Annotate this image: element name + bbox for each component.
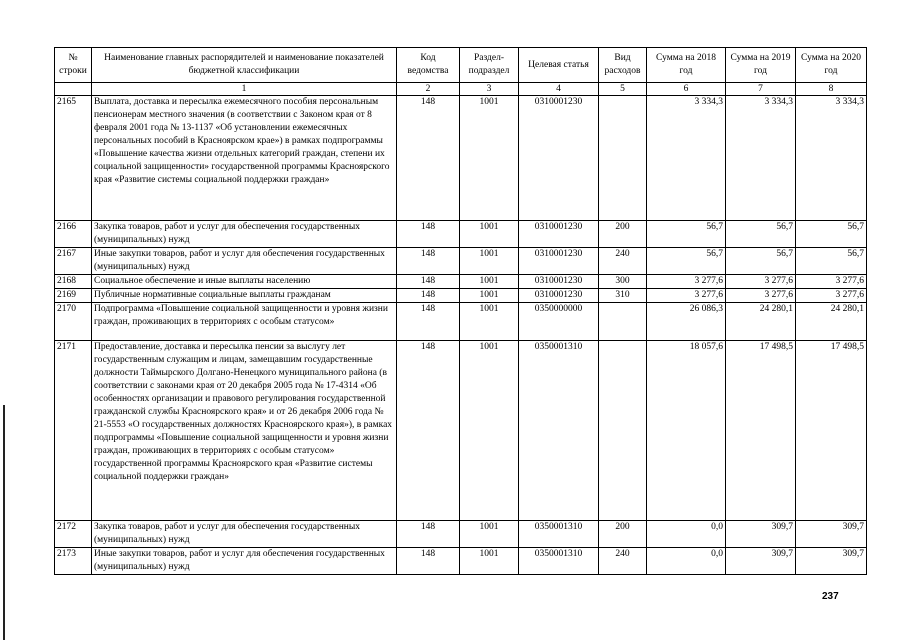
- row-section: 1001: [460, 521, 519, 548]
- row-sum-2019: 17 498,5: [726, 341, 796, 521]
- row-name: Публичные нормативные социальные выплаты гражданам: [92, 289, 397, 303]
- row-section: 1001: [460, 289, 519, 303]
- row-line-number: 2172: [55, 521, 92, 548]
- row-section: 1001: [460, 275, 519, 289]
- row-dept-code: 148: [397, 548, 460, 575]
- row-line-number: 2166: [55, 221, 92, 248]
- header-sum-2020: Сумма на 2020 год: [796, 48, 867, 83]
- column-number: 2: [397, 83, 460, 96]
- table-row: [55, 96, 867, 221]
- row-sum-2020: 309,7: [796, 548, 867, 575]
- column-number: 4: [519, 83, 599, 96]
- row-dept-code: 148: [397, 96, 460, 221]
- header-sum-2019: Сумма на 2019 год: [726, 48, 796, 83]
- header-line-number: № строки: [55, 48, 92, 83]
- column-number: 1: [92, 83, 397, 96]
- row-name: Социальное обеспечение и иные выплаты населению: [92, 275, 397, 289]
- row-name: Иные закупки товаров, работ и услуг для обеспечения государственных (муниципальных) нужд: [92, 548, 397, 575]
- row-target-article: 0350001310: [519, 548, 599, 575]
- row-target-article: 0310001230: [519, 248, 599, 275]
- row-sum-2020: 56,7: [796, 248, 867, 275]
- row-sum-2019: 3 277,6: [726, 275, 796, 289]
- column-number: 6: [647, 83, 726, 96]
- row-name: Предоставление, доставка и пересылка пенсии за выслугу лет государственным служащим и лицам, замещавшим государственные должности Таймырского Долгано-Ненецкого муниципального района (в соответствии с законами края от 20 декабря 2005 года № 17-4314 «Об особенностях организации и правового регулирования государственной гражданской службы Красноярского края» и от 26 декабря 2006 года № 21-5553 «О государственных должностях Красноярского края»), в рамках подпрограммы «Повышение социальной защищенности и уровня жизни граждан, проживающих в территориях с особым статусом» государственной программы Красноярского края «Развитие системы социальной поддержки граждан»: [92, 341, 397, 521]
- row-sum-2019: 3 334,3: [726, 96, 796, 221]
- table-row: [55, 341, 867, 521]
- header-row: [55, 48, 867, 83]
- row-sum-2019: 56,7: [726, 248, 796, 275]
- row-sum-2018: 3 334,3: [647, 96, 726, 221]
- table-row: [55, 548, 867, 575]
- row-name: Иные закупки товаров, работ и услуг для обеспечения государственных (муниципальных) нужд: [92, 248, 397, 275]
- row-section: 1001: [460, 96, 519, 221]
- row-expense-type: [599, 341, 647, 521]
- row-dept-code: 148: [397, 303, 460, 341]
- row-dept-code: 148: [397, 221, 460, 248]
- row-expense-type: 310: [599, 289, 647, 303]
- column-number: 7: [726, 83, 796, 96]
- row-expense-type: 200: [599, 521, 647, 548]
- row-line-number: 2168: [55, 275, 92, 289]
- row-sum-2020: 3 334,3: [796, 96, 867, 221]
- row-section: 1001: [460, 248, 519, 275]
- header-expense-type: Вид расходов: [599, 48, 647, 83]
- row-sum-2020: 3 277,6: [796, 289, 867, 303]
- row-dept-code: 148: [397, 341, 460, 521]
- row-sum-2019: 3 277,6: [726, 289, 796, 303]
- row-sum-2018: 26 086,3: [647, 303, 726, 341]
- row-dept-code: 148: [397, 521, 460, 548]
- row-target-article: 0310001230: [519, 96, 599, 221]
- row-sum-2019: 56,7: [726, 221, 796, 248]
- scan-edge-mark: [3, 405, 5, 640]
- row-target-article: 0350001310: [519, 341, 599, 521]
- header-sum-2018: Сумма на 2018 год: [647, 48, 726, 83]
- row-line-number: 2171: [55, 341, 92, 521]
- row-expense-type: 300: [599, 275, 647, 289]
- column-number: 8: [796, 83, 867, 96]
- row-name: Закупка товаров, работ и услуг для обеспечения государственных (муниципальных) нужд: [92, 221, 397, 248]
- row-sum-2020: 309,7: [796, 521, 867, 548]
- row-target-article: 0310001230: [519, 221, 599, 248]
- row-expense-type: [599, 96, 647, 221]
- row-sum-2020: 24 280,1: [796, 303, 867, 341]
- row-sum-2018: 3 277,6: [647, 275, 726, 289]
- row-expense-type: 240: [599, 548, 647, 575]
- row-line-number: 2169: [55, 289, 92, 303]
- page-number: 237: [822, 591, 839, 602]
- row-target-article: 0310001230: [519, 275, 599, 289]
- row-name: Подпрограмма «Повышение социальной защищенности и уровня жизни граждан, проживающих в территориях с особым статусом»: [92, 303, 397, 341]
- row-line-number: 2170: [55, 303, 92, 341]
- row-section: 1001: [460, 341, 519, 521]
- row-expense-type: [599, 303, 647, 341]
- row-sum-2018: 18 057,6: [647, 341, 726, 521]
- column-number: 3: [460, 83, 519, 96]
- row-sum-2018: 56,7: [647, 248, 726, 275]
- row-sum-2020: 56,7: [796, 221, 867, 248]
- row-sum-2019: 309,7: [726, 521, 796, 548]
- header-name: Наименование главных распорядителей и наименование показателей бюджетной классификации: [92, 48, 397, 83]
- row-section: 1001: [460, 548, 519, 575]
- table-row: [55, 221, 867, 248]
- table-row: [55, 303, 867, 341]
- column-number: 5: [599, 83, 647, 96]
- column-number-blank: [55, 83, 92, 96]
- row-dept-code: 148: [397, 248, 460, 275]
- row-sum-2018: 3 277,6: [647, 289, 726, 303]
- row-name: Выплата, доставка и пересылка ежемесячного пособия персональным пенсионерам местного значения (в соответствии с Законом края от 8 февраля 2001 года № 13-1137 «Об установлении ежемесячных персональных пособий в Красноярском крае») в рамках подпрограммы «Повышение качества жизни отдельных категорий граждан, степени их социальной защищенности» государственной программы Красноярского края «Развитие системы социальной поддержки граждан»: [92, 96, 397, 221]
- table-row: [55, 275, 867, 289]
- row-line-number: 2167: [55, 248, 92, 275]
- header-dept-code: Код ведомства: [397, 48, 460, 83]
- row-sum-2018: 0,0: [647, 548, 726, 575]
- row-target-article: 0350000000: [519, 303, 599, 341]
- table-row: [55, 289, 867, 303]
- row-line-number: 2165: [55, 96, 92, 221]
- row-expense-type: 200: [599, 221, 647, 248]
- row-sum-2020: 3 277,6: [796, 275, 867, 289]
- row-sum-2019: 309,7: [726, 548, 796, 575]
- table-row: [55, 521, 867, 548]
- row-dept-code: 148: [397, 275, 460, 289]
- row-sum-2020: 17 498,5: [796, 341, 867, 521]
- row-dept-code: 148: [397, 289, 460, 303]
- row-target-article: 0350001310: [519, 521, 599, 548]
- row-section: 1001: [460, 221, 519, 248]
- header-target-article: Целевая статья: [519, 48, 599, 83]
- header-section: Раздел-подраздел: [460, 48, 519, 83]
- row-name: Закупка товаров, работ и услуг для обеспечения государственных (муниципальных) нужд: [92, 521, 397, 548]
- row-sum-2018: 0,0: [647, 521, 726, 548]
- row-target-article: 0310001230: [519, 289, 599, 303]
- budget-table: [54, 47, 867, 575]
- row-section: 1001: [460, 303, 519, 341]
- column-number-row: [55, 83, 867, 96]
- row-expense-type: 240: [599, 248, 647, 275]
- row-sum-2019: 24 280,1: [726, 303, 796, 341]
- table-row: [55, 248, 867, 275]
- row-sum-2018: 56,7: [647, 221, 726, 248]
- row-line-number: 2173: [55, 548, 92, 575]
